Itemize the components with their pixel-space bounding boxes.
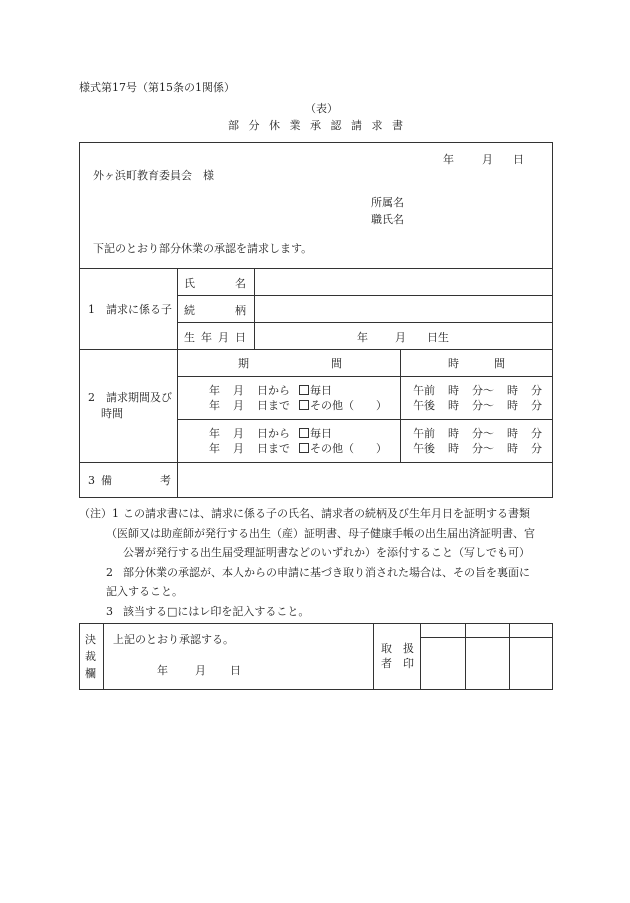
section2-label-line2: 時間 — [101, 407, 123, 420]
title-char: 部 — [228, 119, 239, 132]
rule-sec1-row1 — [177, 295, 553, 296]
approval-date-month: 月 — [195, 664, 206, 677]
form-number: 様式第17号（第15条の1関係） — [79, 81, 235, 94]
note2-line1: 部分休業の承認が、本人からの申請に基づき取り消された場合は、その旨を裏面に — [123, 566, 530, 579]
approval-label-char-2: 裁 — [85, 650, 96, 663]
title-char: 書 — [392, 119, 403, 132]
staff-name-label: 職氏名 — [371, 213, 404, 226]
time-row1-line2: 午後 時 分～ 時 分 — [413, 399, 542, 412]
seal-header-rule — [420, 637, 553, 638]
note2-line2: 記入すること。 — [106, 585, 183, 598]
note1-line3: 公署が発行する出生届受理証明書などのいずれか）を添付すること（写しでも可） — [123, 546, 530, 559]
title-char: 請 — [351, 119, 362, 132]
time-row2-line2: 午後 時 分～ 時 分 — [413, 442, 542, 455]
seal-divider-3 — [509, 623, 510, 690]
note3-number: 3 — [106, 605, 113, 618]
birth-year: 年 — [357, 331, 368, 344]
note3-line1: 該当する□にはレ印を記入すること。 — [123, 605, 310, 618]
title-char: 分 — [248, 119, 260, 132]
date-year: 年 — [443, 153, 454, 166]
period-row1-line2: 年 月 日まで その他（ ） — [209, 399, 387, 412]
checkbox-icon[interactable] — [299, 400, 309, 410]
checkbox-icon[interactable] — [299, 385, 309, 395]
time-header: 時 間 — [448, 357, 505, 370]
affiliation-label: 所属名 — [371, 196, 404, 209]
seal-divider-1 — [420, 623, 421, 690]
section2-label-line1: 2 請求期間及び — [88, 391, 172, 404]
checkbox-icon[interactable] — [299, 428, 309, 438]
approval-date-day: 日 — [230, 664, 241, 677]
date-month: 月 — [482, 153, 493, 166]
seal-divider-2 — [465, 623, 466, 690]
note1-line2: （医師又は助産師が発行する出生（産）証明書、母子健康手帳の出生届出済証明書、官 — [106, 527, 535, 540]
side-label: （表） — [305, 102, 338, 115]
sec1-subcolumn-divider — [254, 268, 255, 349]
approval-statement: 上記のとおり承認する。 — [113, 633, 234, 646]
document-title — [228, 120, 403, 131]
remarks-label: 備 考 — [101, 474, 171, 487]
date-day: 日 — [513, 153, 524, 166]
period-time-divider — [400, 349, 401, 462]
birth-day-suffix: 日生 — [427, 331, 449, 344]
note1-line1: この請求書には、請求に係る子の氏名、請求者の続柄及び生年月日を証明する書類 — [123, 507, 530, 520]
rule-sec1-row2 — [177, 322, 553, 323]
note2-number: 2 — [106, 566, 113, 579]
time-row1-line1: 午前 時 分～ 時 分 — [413, 384, 542, 397]
approval-date-year: 年 — [157, 664, 168, 677]
approval-label-divider — [103, 623, 104, 690]
title-char: 求 — [371, 119, 383, 132]
checkbox-icon[interactable] — [299, 443, 309, 453]
approval-body-divider — [373, 623, 374, 690]
addressee: 外ヶ浜町教育委員会 様 — [93, 169, 214, 182]
request-statement: 下記のとおり部分休業の承認を請求します。 — [93, 242, 313, 255]
birth-month: 月 — [395, 331, 406, 344]
time-row2-line1: 午前 時 分～ 時 分 — [413, 427, 542, 440]
section3-number: 3 — [88, 474, 95, 487]
rule-sec2-row1 — [177, 419, 553, 420]
period-header: 期 間 — [238, 357, 342, 370]
rule-sec2-top — [79, 349, 553, 350]
child-name-label: 氏 名 — [184, 277, 246, 290]
rule-sec2-header — [177, 376, 553, 377]
title-char: 承 — [310, 119, 321, 132]
period-row1-line1: 年 月 日から 毎日 — [209, 384, 332, 397]
title-char: 認 — [330, 119, 342, 132]
period-row2-line2: 年 月 日まで その他（ ） — [209, 442, 387, 455]
relation-label: 続 柄 — [184, 304, 246, 317]
period-row2-line1: 年 月 日から 毎日 — [209, 427, 332, 440]
approval-label-char-3: 欄 — [85, 667, 96, 680]
title-char: 休 — [269, 119, 280, 132]
handler-label-line1: 取 扱 — [381, 642, 414, 655]
title-char: 業 — [289, 119, 301, 132]
section1-label: 1 請求に係る子 — [88, 303, 172, 316]
handler-label-line2: 者 印 — [381, 657, 414, 670]
rule-sec1-top — [79, 268, 553, 269]
label-column-divider — [177, 268, 178, 498]
note-prefix: （注）1 — [79, 507, 119, 520]
approval-label-char-1: 決 — [85, 633, 96, 646]
birthdate-label: 生 年 月 日 — [184, 331, 246, 344]
rule-sec3-top — [79, 462, 553, 463]
